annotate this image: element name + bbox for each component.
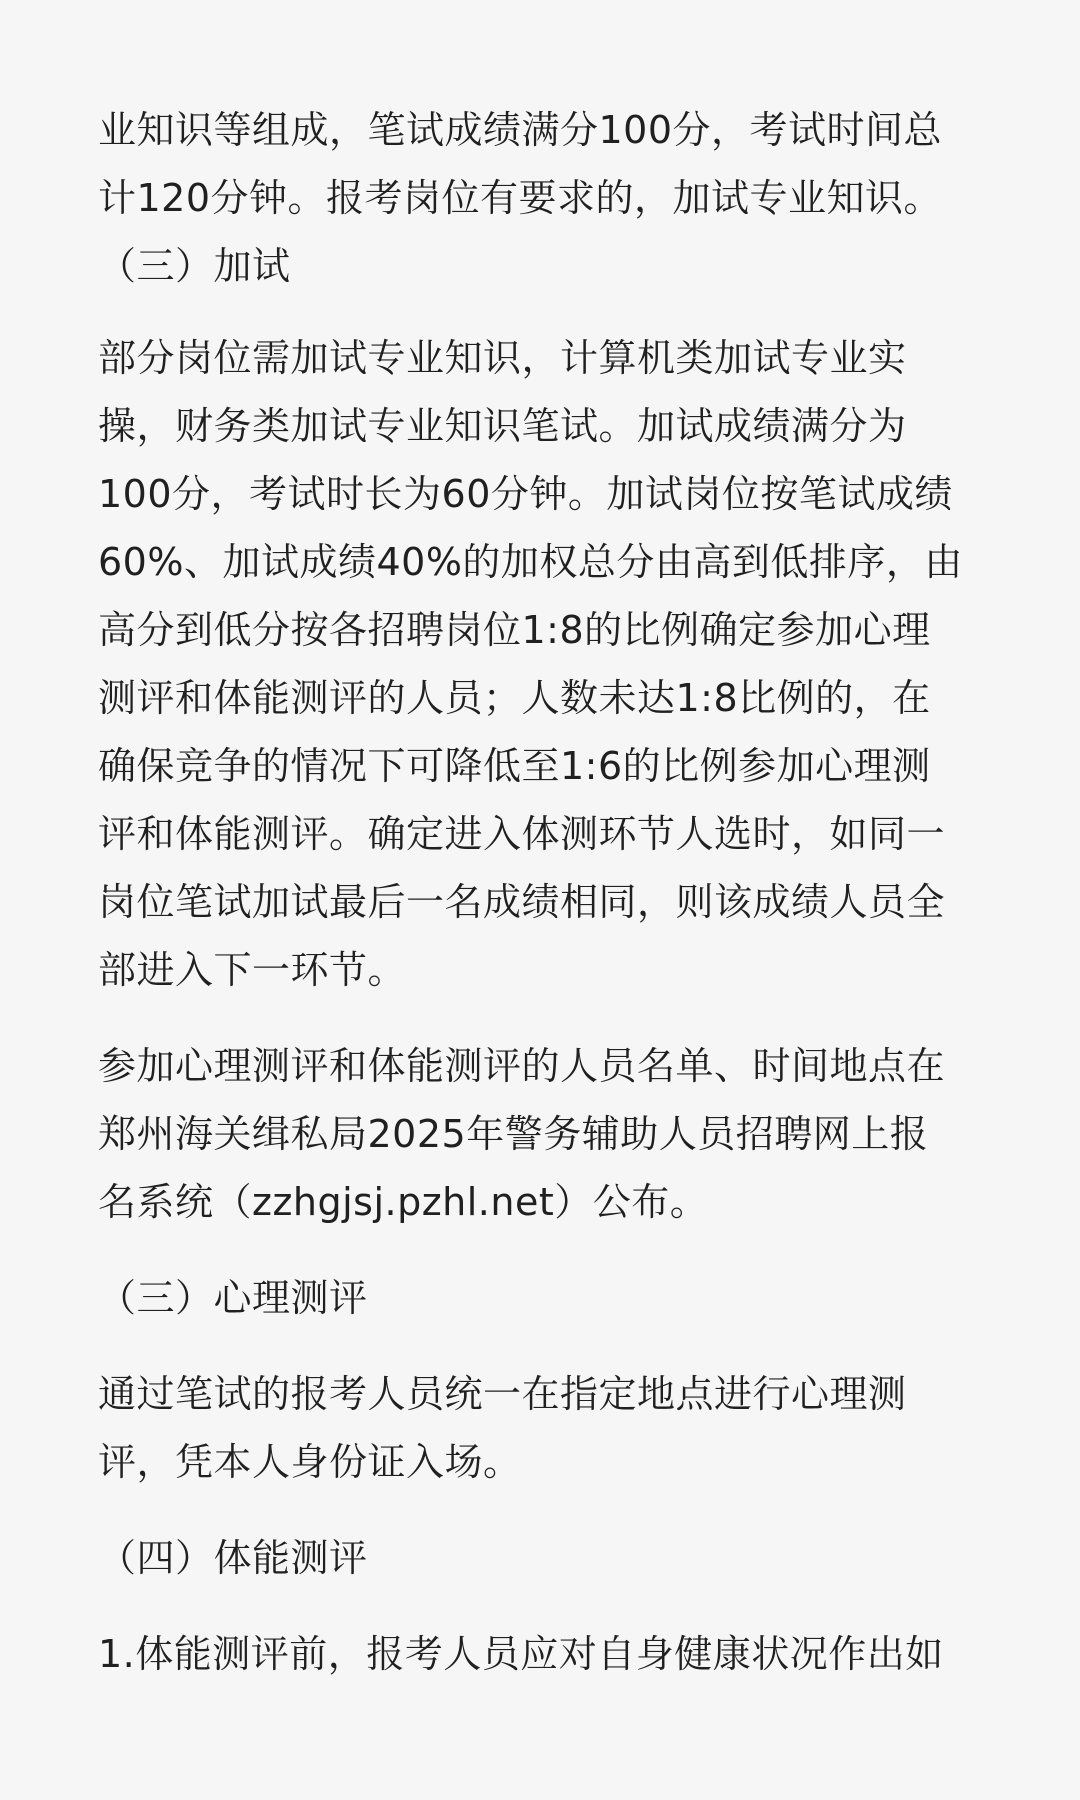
text-line: 计120分钟。报考岗位有要求的，加试专业知识。 bbox=[98, 176, 943, 220]
text-line: 岗位笔试加试最后一名成绩相同，则该成绩人员全 bbox=[98, 880, 946, 924]
text-line: 部进入下一环节。 bbox=[98, 948, 407, 992]
text-line: 操，财务类加试专业知识笔试。加试成绩满分为 bbox=[98, 404, 907, 448]
paragraph-additional-exam bbox=[98, 324, 988, 1004]
text-line: 名系统（zzhgjsj.pzhl.net）公布。 bbox=[98, 1180, 709, 1224]
paragraph-written-exam bbox=[98, 96, 988, 232]
text-line: 参加心理测评和体能测评的人员名单、时间地点在 bbox=[98, 1044, 946, 1088]
text-line: 确保竞争的情况下可降低至1:6的比例参加心理测 bbox=[98, 744, 931, 788]
text-line: 1.体能测评前，报考人员应对自身健康状况作出如 bbox=[98, 1632, 944, 1676]
section-heading-additional-exam: （三）加试 bbox=[98, 244, 291, 288]
text-line: 60%、加试成绩40%的加权总分由高到低排序，由 bbox=[98, 540, 963, 584]
section-heading-psych-eval: （三）心理测评 bbox=[98, 1276, 368, 1320]
text-line: 100分，考试时长为60分钟。加试岗位按笔试成绩 bbox=[98, 472, 953, 516]
text-line: 通过笔试的报考人员统一在指定地点进行心理测 bbox=[98, 1372, 907, 1416]
text-line: 测评和体能测评的人员；人数未达1:8比例的，在 bbox=[98, 676, 931, 720]
text-line: 评和体能测评。确定进入体测环节人选时，如同一 bbox=[98, 812, 946, 856]
text-line: 高分到低分按各招聘岗位1:8的比例确定参加心理 bbox=[98, 608, 931, 652]
text-line: 郑州海关缉私局2025年警务辅助人员招聘网上报 bbox=[98, 1112, 929, 1156]
text-line: 部分岗位需加试专业知识，计算机类加试专业实 bbox=[98, 336, 907, 380]
paragraph-physical-eval bbox=[98, 1620, 988, 1688]
text-line: 业知识等组成，笔试成绩满分100分，考试时间总 bbox=[98, 108, 943, 152]
text-line: 评，凭本人身份证入场。 bbox=[98, 1440, 522, 1484]
paragraph-psych-eval bbox=[98, 1360, 988, 1496]
section-heading-physical-eval: （四）体能测评 bbox=[98, 1536, 368, 1580]
paragraph-announcement bbox=[98, 1032, 988, 1236]
